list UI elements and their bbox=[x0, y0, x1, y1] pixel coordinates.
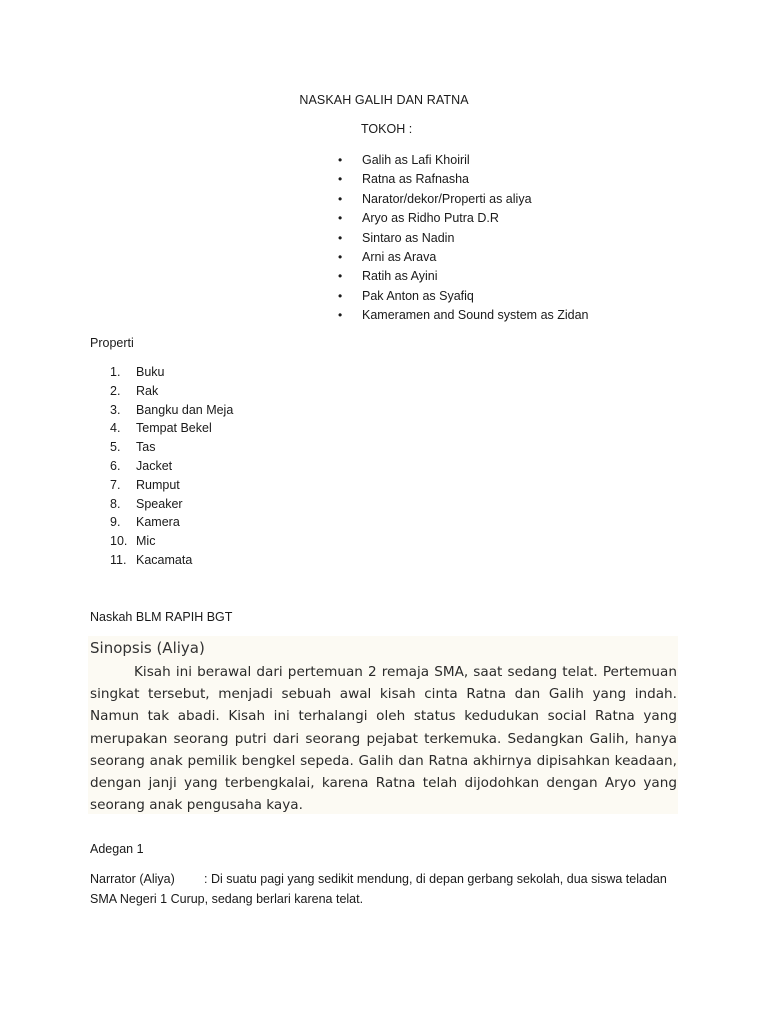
synopsis-title: Sinopsis (Aliya) bbox=[90, 639, 205, 657]
bullet-icon: • bbox=[338, 269, 343, 284]
list-item: • Sintaro as Nadin bbox=[338, 229, 589, 248]
list-item: 11. Kacamata bbox=[110, 552, 193, 567]
bullet-icon: • bbox=[338, 172, 343, 187]
synopsis-body: Kisah ini berawal dari pertemuan 2 remaja SMA, saat sedang telat. Pertemuan singkat tersebut, menjadi sebuah awal kisah cinta Ratna dan Galih yang indah. Namun tak abadi. Kisah ini terhalangi oleh status kedudukan social Ratna yang merupakan seorang putri dari seorang pejabat terkemuka. Sedangkan Galih, hanya seorang anak pemilik bengkel sepeda. Galih dan Ratna akhirnya dipisahkan keadaan, dengan janji yang terbengkalai, karena Ratna telah dijodohkan dengan Aryo yang seorang anak pengusaha kaya. bbox=[90, 664, 677, 814]
bullet-icon: • bbox=[338, 153, 343, 167]
list-item: • Aryo as Ridho Putra D.R bbox=[338, 209, 589, 228]
bullet-icon: • bbox=[338, 308, 343, 323]
cast-list bbox=[338, 151, 589, 326]
list-item: • Ratih as Ayini bbox=[338, 267, 589, 286]
list-item: 3. Bangku dan Meja bbox=[110, 402, 234, 417]
list-item: 5. Tas bbox=[110, 440, 156, 455]
list-item: 4. Tempat Bekel bbox=[110, 421, 212, 436]
document-title: NASKAH GALIH DAN RATNA bbox=[299, 93, 469, 107]
list-item: • Narator/dekor/Properti as aliya bbox=[338, 190, 589, 209]
bullet-icon: • bbox=[338, 249, 343, 264]
list-item: 7. Rumput bbox=[110, 477, 180, 492]
properti-list bbox=[110, 363, 233, 570]
list-item: • Arni as Arava bbox=[338, 248, 589, 267]
list-item: • Galih as Lafi Khoiril bbox=[338, 151, 589, 170]
bullet-icon: • bbox=[338, 191, 343, 206]
narrator-line bbox=[90, 870, 690, 909]
speaker-name: Narrator (Aliya) bbox=[90, 872, 175, 886]
dialogue-text: : Di suatu pagi yang sedikit mendung, di depan gerbang sekolah, dua siswa teladan SMA Negeri 1 Curup, sedang berlari karena telat. bbox=[90, 872, 667, 906]
list-item: 8. Speaker bbox=[110, 496, 183, 511]
properti-heading: Properti bbox=[90, 336, 134, 350]
tokoh-heading: TOKOH : bbox=[361, 122, 413, 136]
scene-heading: Adegan 1 bbox=[90, 842, 144, 856]
list-item: 2. Rak bbox=[110, 383, 159, 398]
bullet-icon: • bbox=[338, 230, 343, 245]
list-item: • Ratna as Rafnasha bbox=[338, 170, 589, 189]
list-item: • Kameramen and Sound system as Zidan bbox=[338, 306, 589, 325]
naskah-note: Naskah BLM RAPIH BGT bbox=[90, 610, 233, 624]
list-item: 1. Buku bbox=[110, 365, 165, 379]
list-item: 10. Mic bbox=[110, 534, 156, 549]
bullet-icon: • bbox=[338, 211, 343, 226]
list-item: • Pak Anton as Syafiq bbox=[338, 287, 589, 306]
list-item: 9. Kamera bbox=[110, 515, 180, 530]
bullet-icon: • bbox=[338, 288, 343, 303]
list-item: 6. Jacket bbox=[110, 458, 173, 473]
